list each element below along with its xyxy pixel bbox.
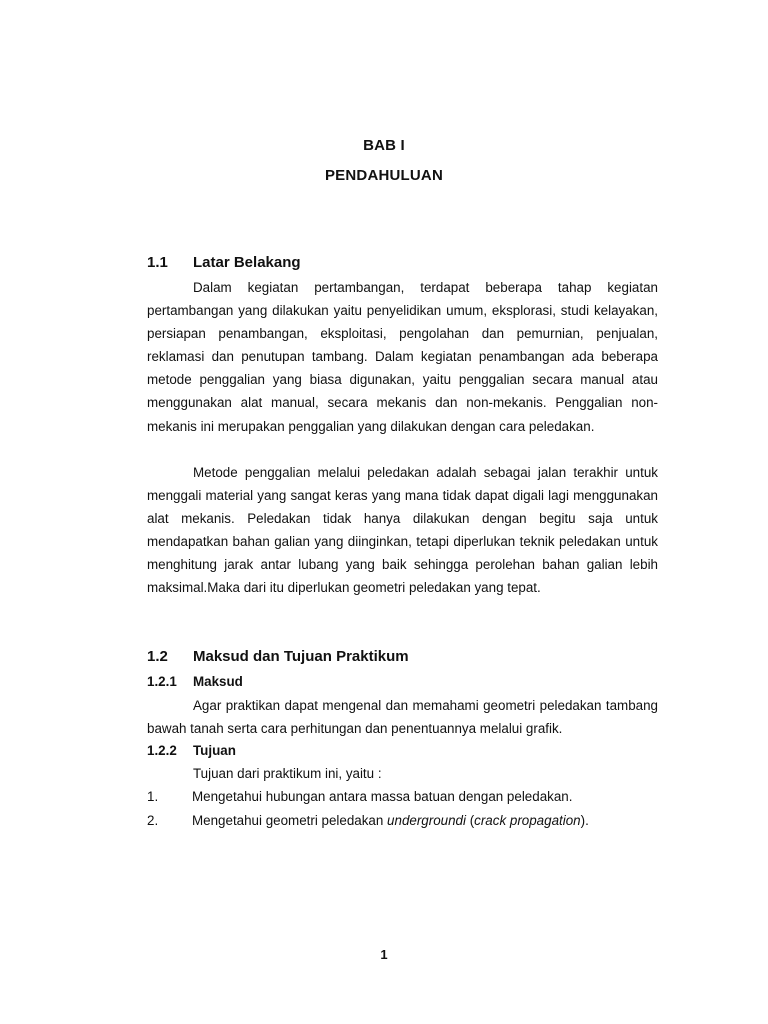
list-item-italic-term: crack propagation <box>474 813 581 828</box>
subsection-heading-maksud <box>147 674 243 689</box>
paragraph-latar-belakang-2: Metode penggalian melalui peledakan adalah sebagai jalan terakhir untuk menggali material yang sangat keras yang mana tidak dapat digali lagi menggunakan alat mekanis. Peledakan tidak hanya dilakukan dengan begitu saja untuk mendapatkan bahan galian yang diinginkan, tetapi diperlukan teknik peledakan untuk menghitung jarak antar lubang yang baik sehingga perolehan bahan galian lebih maksimal.Maka dari itu diperlukan geometri peledakan yang tepat. <box>147 465 658 596</box>
list-item-number: 1. <box>147 789 159 804</box>
section-heading-1-1 <box>147 254 301 271</box>
section-title: Maksud dan Tujuan Praktikum <box>193 648 409 665</box>
subsection-heading-tujuan <box>147 743 236 758</box>
tujuan-intro: Tujuan dari praktikum ini, yaitu : <box>193 766 382 781</box>
section-heading-1-2 <box>147 648 409 665</box>
section-number: 1.1 <box>147 254 168 271</box>
list-item-italic-term: undergroundi <box>387 813 466 828</box>
list-item-number: 2. <box>147 813 159 828</box>
list-item-text: ). <box>580 813 589 828</box>
subsection-title: Tujuan <box>193 743 236 758</box>
chapter-label: BAB I <box>363 137 405 154</box>
subsection-title: Maksud <box>193 674 243 689</box>
list-item-text: Mengetahui hubungan antara massa batuan dengan peledakan. <box>192 789 573 804</box>
list-item-text: ( <box>465 813 475 828</box>
subsection-number: 1.2.1 <box>147 674 177 689</box>
paragraph-maksud: Agar praktikan dapat mengenal dan memahami geometri peledakan tambang bawah tanah serta cara perhitungan dan penentuannya melalui grafik. <box>147 698 658 737</box>
section-title: Latar Belakang <box>193 254 301 271</box>
page-number: 1 <box>380 947 388 962</box>
list-item <box>147 789 572 804</box>
list-item-text: Mengetahui geometri peledakan <box>192 813 388 828</box>
chapter-title: PENDAHULUAN <box>324 167 444 184</box>
list-item <box>147 813 589 828</box>
subsection-number: 1.2.2 <box>147 743 177 758</box>
paragraph-latar-belakang-1: Dalam kegiatan pertambangan, terdapat beberapa tahap kegiatan pertambangan yang dilakukan yaitu penyelidikan umum, eksplorasi, studi kelayakan, persiapan penambangan, eksploitasi, pengolahan dan pemurnian, penjualan, reklamasi dan penutupan tambang. Dalam kegiatan penambangan ada beberapa metode penggalian yang biasa digunakan, yaitu penggalian secara manual atau menggunakan alat manual, secara mekanis dan non-mekanis. Penggalian non-mekanis ini merupakan penggalian yang dilakukan dengan cara peledakan. <box>147 280 658 434</box>
section-number: 1.2 <box>147 648 168 665</box>
